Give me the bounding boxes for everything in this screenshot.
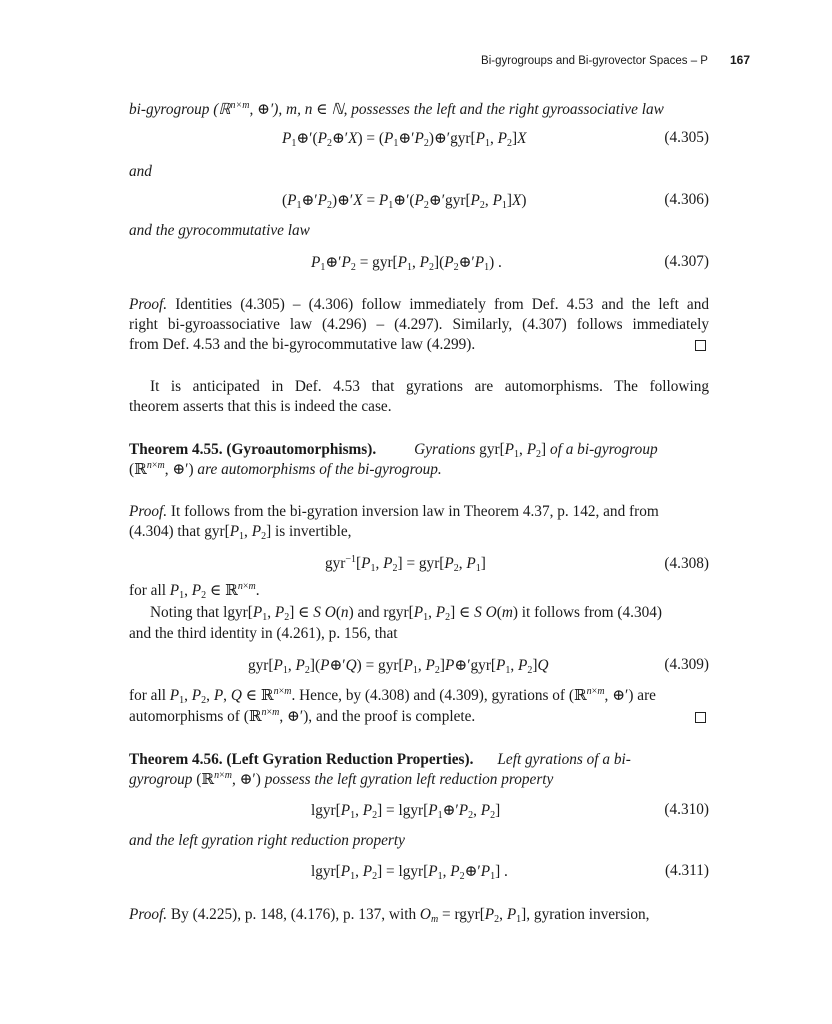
theorem-4-56-line: Theorem 4.56. (Left Gyration Reduction Properties). Left gyrations of a bi- bbox=[129, 751, 631, 768]
proof-line: for all $P_1$, $P_2$, P, Q ∈ ℝ$^{n\times m}$. Hence, by (4.308) and (4.309), gyrations of (ℝ$^{n\times m}$, ⊕′) are bbox=[129, 686, 656, 706]
paragraph-line: theorem asserts that this is indeed the case. bbox=[129, 398, 392, 415]
equation-number: (4.308) bbox=[664, 555, 709, 572]
running-header bbox=[481, 53, 750, 67]
theorem-4-55-title: Theorem 4.55. (Gyroautomorphisms). bbox=[129, 441, 377, 458]
equation-number: (4.307) bbox=[664, 253, 709, 270]
equation-4-309: $gyr[P_1$, $P_2](P\oplus'Q) = gyr[P_1$, $P_2]P\oplus'gyr[P_1$, $P_2]Q$ bbox=[248, 657, 549, 676]
running-title: Bi-gyrogroups and Bi-gyrovector Spaces – P bbox=[481, 55, 708, 67]
equation-number: (4.309) bbox=[664, 656, 709, 673]
equation-4-311: $lgyr[P_1$, $P_2$] = $lgyr[P_1$, $P_2\oplus'P_1$] . bbox=[311, 863, 508, 882]
equation-number: (4.311) bbox=[664, 862, 709, 879]
proof-line: for all $P_1$, $P_2$ ∈ ℝ$^{n\times m}$. bbox=[129, 581, 260, 601]
theorem-continuation: bi-gyrogroup (ℝ$^{n\times m}$, ⊕′), m, n ∈ ℕ, possesses the left and the right gyroassociative law bbox=[129, 100, 664, 118]
equation-number: (4.305) bbox=[664, 129, 709, 146]
page-number: 167 bbox=[729, 53, 750, 67]
qed-box-icon bbox=[695, 712, 706, 723]
equation-4-306: $(P_1\oplus'P_2)\oplus'X$ = $P_1\oplus'(P_2\oplus'gyr[P_2$, $P_1]X$) bbox=[282, 192, 527, 211]
proof-line: Proof. Identities (4.305) – (4.306) follow immediately from Def. 4.53 and the left and bbox=[129, 296, 709, 313]
equation-4-308: $gyr^{-1}[P_1$, $P_2] = gyr[P_2$, $P_1$] bbox=[325, 554, 486, 574]
proof-line: Proof. By (4.225), p. 148, (4.176), p. 137, with $O_m$ = $rgyr[P_2$, $P_1$], gyration inversion, bbox=[129, 906, 650, 925]
equation-number: (4.306) bbox=[664, 191, 709, 208]
proof-line: automorphisms of (ℝ$^{n\times m}$, ⊕′), and the proof is complete. bbox=[129, 707, 476, 725]
proof-label: Proof. bbox=[129, 296, 168, 313]
proof-line: Noting that $lgyr[P_1$, $P_2$] ∈ S O(n) and $rgyr[P_1$, $P_2$] ∈ S O(m) it follows from (4.304) bbox=[150, 604, 662, 623]
proof-line: and the third identity in (4.261), p. 156, that bbox=[129, 625, 398, 642]
proof-line: (4.304) that $gyr[P_1$, $P_2$] is invertible, bbox=[129, 523, 352, 542]
theorem-4-55-line: Theorem 4.55. (Gyroautomorphisms). Gyrations $gyr[P_1$, $P_2$] of a bi-gyrogroup bbox=[129, 441, 658, 460]
theorem-4-55-line: (ℝ$^{n\times m}$, ⊕′) are automorphisms of the bi-gyrogroup. bbox=[129, 460, 442, 478]
proof-line: Proof. It follows from the bi-gyration inversion law in Theorem 4.37, p. 142, and from bbox=[129, 503, 659, 520]
equation-4-310: $lgyr[P_1$, $P_2$] = $lgyr[P_1\oplus'P_2$, $P_2$] bbox=[311, 802, 501, 821]
paragraph-line: It is anticipated in Def. 4.53 that gyrations are automorphisms. The following bbox=[150, 378, 709, 395]
proof-line: right bi-gyroassociative law (4.296) – (4.297). Similarly, (4.307) follows immediately bbox=[129, 316, 709, 333]
right-reduction-intro: and the left gyration right reduction property bbox=[129, 832, 405, 849]
proof-line: from Def. 4.53 and the bi-gyrocommutative law (4.299). bbox=[129, 336, 476, 353]
gyrocommutative-intro: and the gyrocommutative law bbox=[129, 222, 310, 239]
theorem-4-56-line: gyrogroup (ℝ$^{n\times m}$, ⊕′) possess the left gyration left reduction property bbox=[129, 770, 554, 788]
equation-4-305: $P_1\oplus'(P_2\oplus'X)$ = $(P_1\oplus'P_2)\oplus'gyr[P_1$, $P_2]X$ bbox=[282, 130, 527, 149]
connector-and: and bbox=[129, 163, 152, 180]
theorem-4-56-title: Theorem 4.56. (Left Gyration Reduction Properties). bbox=[129, 751, 474, 768]
qed-box-icon bbox=[695, 340, 706, 351]
equation-4-307: $P_1\oplus'P_2 = gyr[P_1$, $P_2](P_2\oplus'P_1)$ . bbox=[311, 254, 502, 273]
equation-number: (4.310) bbox=[664, 801, 709, 818]
